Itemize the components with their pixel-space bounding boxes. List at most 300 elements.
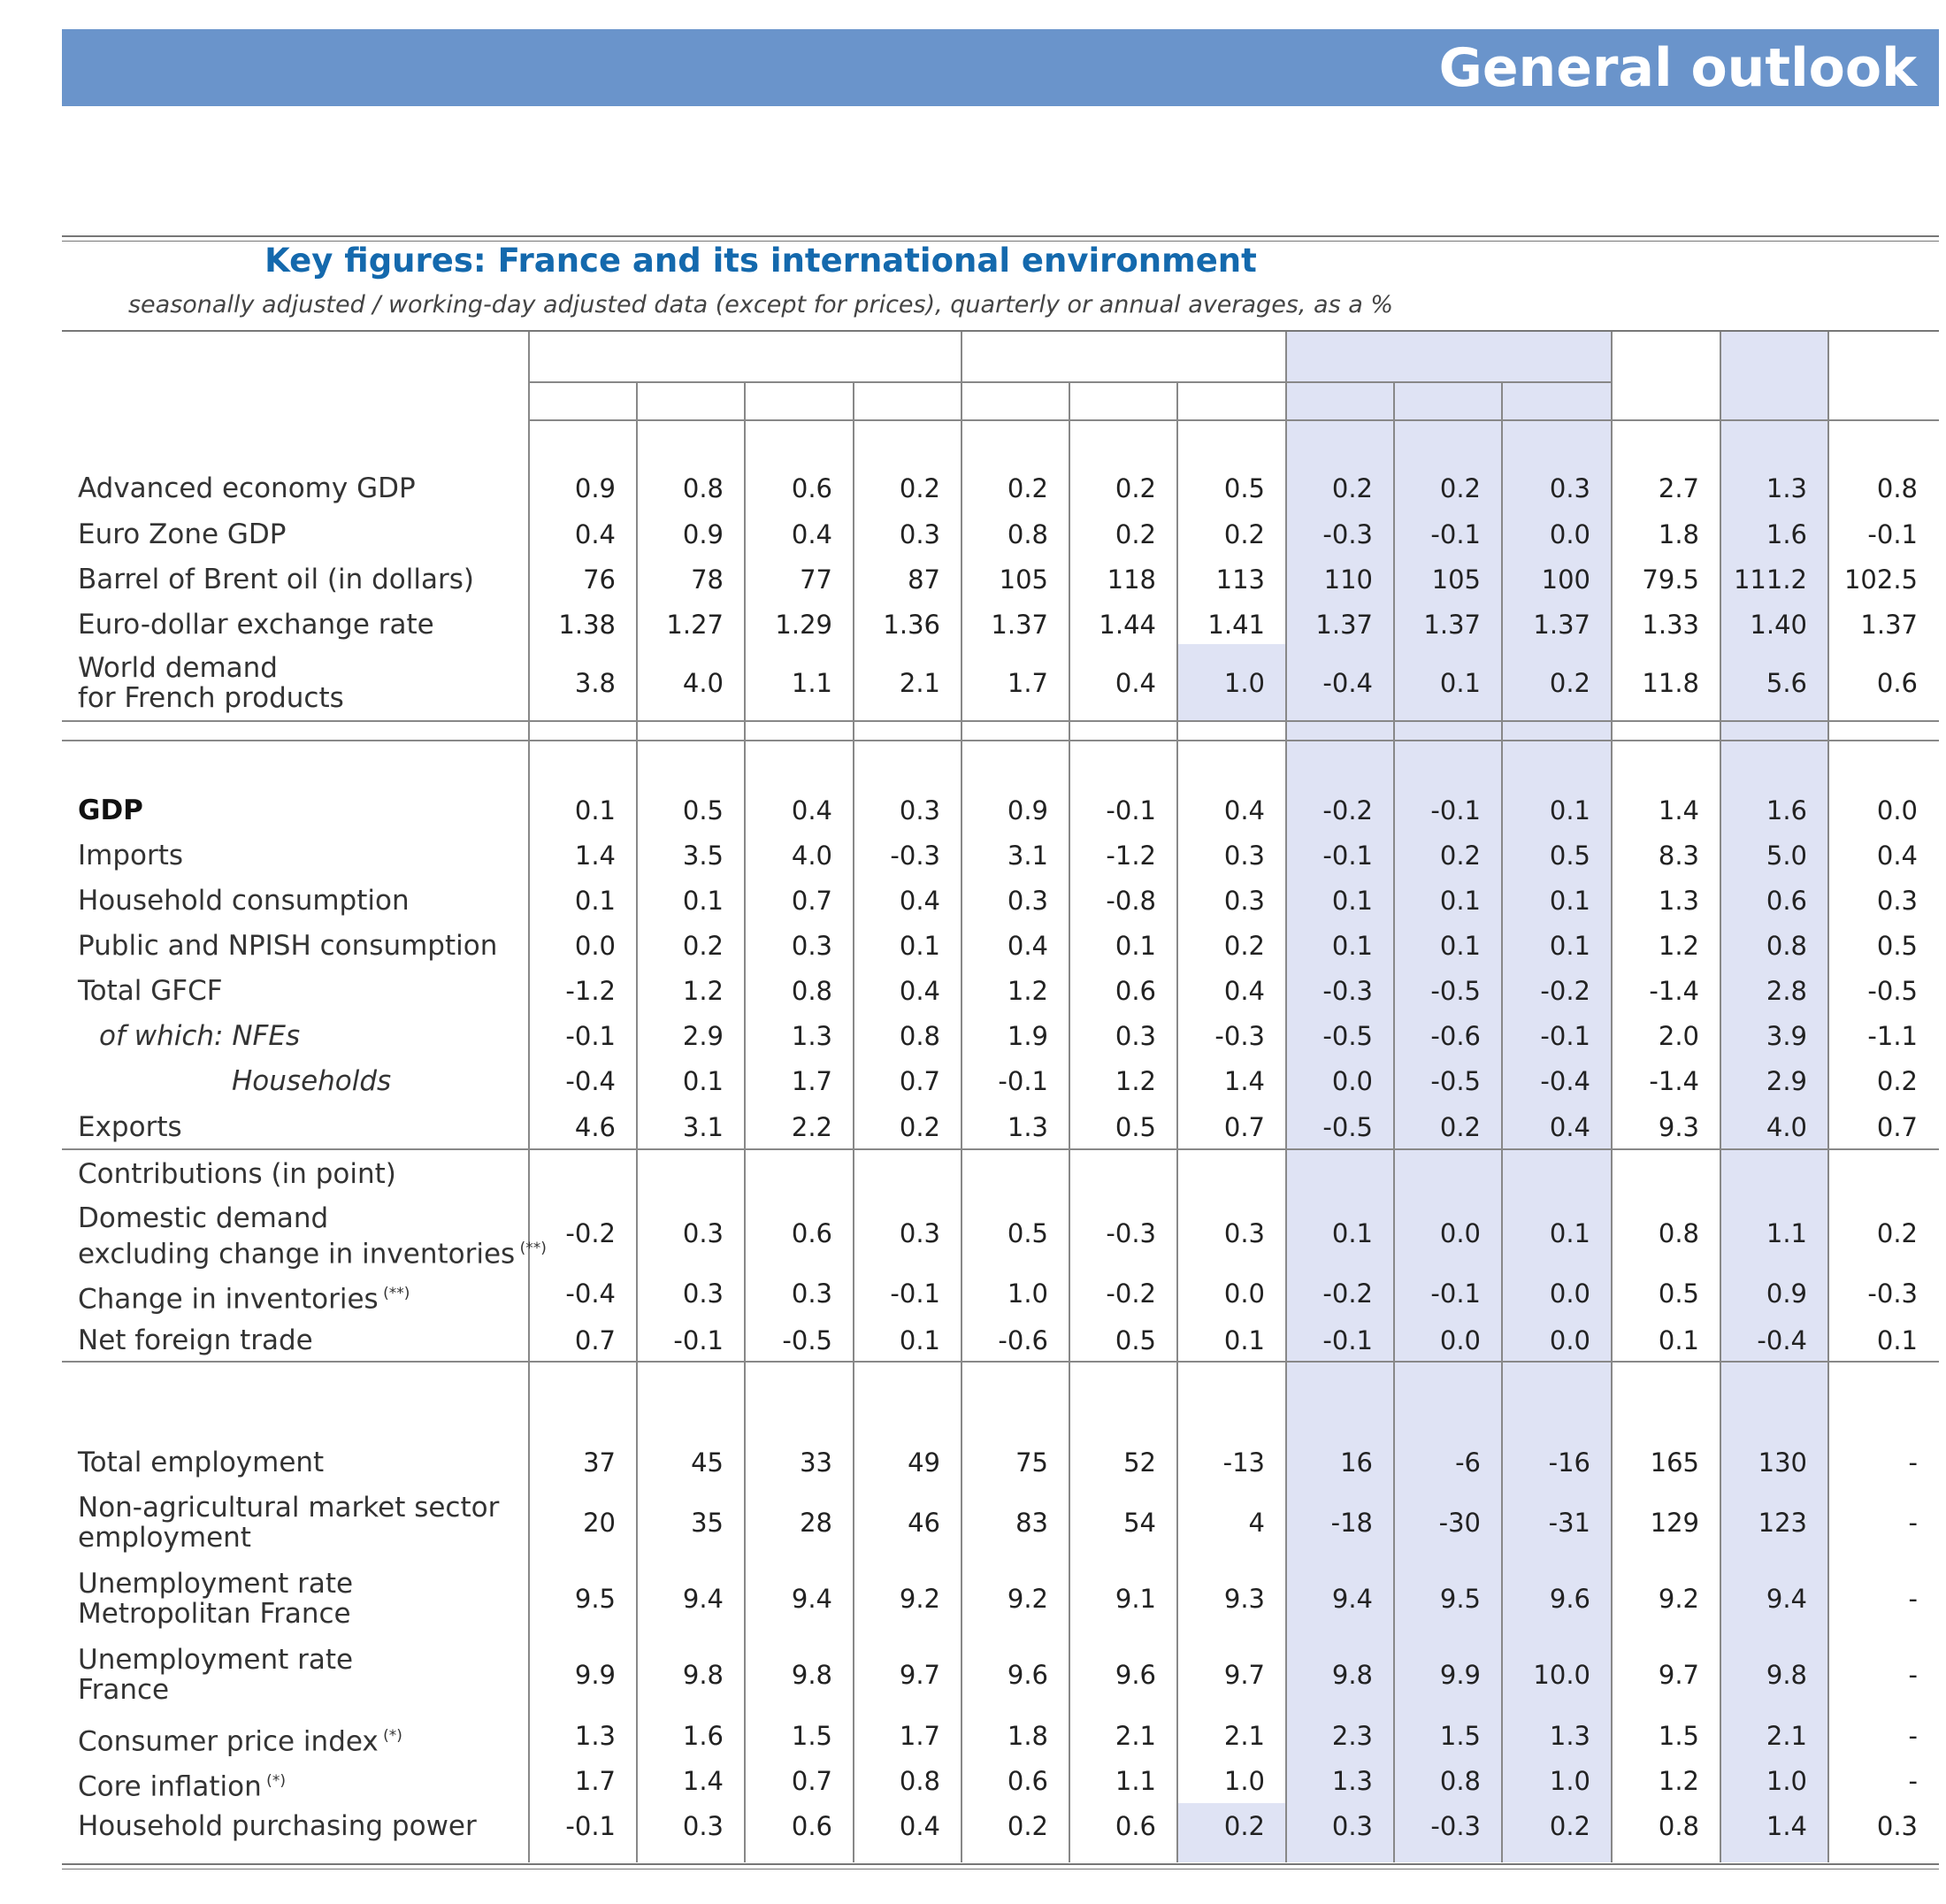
table-cell: 1.2	[1115, 1066, 1156, 1096]
table-cell: 0.8	[899, 1021, 940, 1051]
table-cell: 1.6	[682, 1721, 724, 1751]
row-label-text: Total employment	[78, 1447, 325, 1478]
table-cell: 0.1	[574, 886, 616, 916]
table-cell: -	[1908, 1447, 1918, 1478]
table-cell: 1.37	[991, 610, 1048, 640]
table-cell: 3.1	[1007, 841, 1048, 871]
table-cell: 2.3	[1331, 1721, 1373, 1751]
table-cell: 9.4	[682, 1584, 724, 1614]
table-cell: 49	[908, 1447, 940, 1478]
forecast-shade-2011	[1720, 332, 1828, 1862]
table-cell: 0.1	[1658, 1325, 1699, 1355]
table-cell: -0.3	[1322, 976, 1373, 1006]
table-cell: 1.38	[558, 610, 616, 640]
table-cell: 9.7	[899, 1660, 940, 1690]
table-cell: 0.3	[899, 795, 940, 825]
table-cell: -1.2	[565, 976, 616, 1006]
table-cell: 0.0	[1439, 1325, 1481, 1355]
table-cell: 9.2	[1007, 1584, 1048, 1614]
section-divider	[62, 720, 1939, 722]
table-cell: 110	[1323, 564, 1373, 595]
table-cell: 0.1	[1549, 795, 1590, 825]
table-cell: 4.0	[791, 841, 832, 871]
table-cell: 1.7	[899, 1721, 940, 1751]
table-cell: 4.0	[1766, 1112, 1807, 1142]
table-cell: 0.1	[1439, 668, 1481, 698]
row-label	[78, 976, 223, 1006]
column-divider	[528, 332, 530, 1862]
table-cell: 1.2	[1007, 976, 1048, 1006]
table-cell: 0.0	[1876, 795, 1918, 825]
row-label	[78, 1811, 477, 1841]
table-cell: 76	[583, 564, 616, 595]
table-cell: 0.0	[1549, 1325, 1590, 1355]
table-cell: 1.5	[1658, 1721, 1699, 1751]
table-cell: 0.2	[1223, 519, 1265, 549]
table-cell: 1.7	[1007, 668, 1048, 698]
forecast-shade-q4-q2	[1286, 332, 1612, 1862]
row-label-text: Exports	[78, 1111, 182, 1143]
table-cell: -	[1908, 1766, 1918, 1796]
table-bottom-rule	[62, 1863, 1939, 1865]
row-label-text: World demand for French products	[78, 652, 344, 714]
table-cell: 46	[908, 1508, 940, 1538]
table-cell: 9.7	[1223, 1660, 1265, 1690]
table-cell: 1.6	[1766, 795, 1807, 825]
row-label-text: Unemployment rate Metropolitan France	[78, 1568, 354, 1630]
table-cell: 9.1	[1115, 1584, 1156, 1614]
table-cell: -0.1	[1322, 1325, 1373, 1355]
row-label	[78, 1325, 313, 1355]
table-cell: 1.37	[1533, 610, 1590, 640]
table-cell: 0.1	[574, 795, 616, 825]
row-label	[78, 564, 474, 595]
table-cell: 1.2	[1658, 1766, 1699, 1796]
table-cell: 1.9	[1007, 1021, 1048, 1051]
table-cell: -0.4	[565, 1278, 616, 1309]
table-cell: 0.5	[1549, 841, 1590, 871]
table-cell: -1.2	[1106, 841, 1156, 871]
table-cell: 9.8	[1766, 1660, 1807, 1690]
table-cell: -0.5	[1867, 976, 1918, 1006]
table-cell: 0.7	[791, 1766, 832, 1796]
table-cell: 113	[1215, 564, 1265, 595]
table-cell: 1.3	[1766, 473, 1807, 503]
table-cell: 0.3	[899, 519, 940, 549]
table-cell: 0.7	[1223, 1112, 1265, 1142]
table-cell: 9.5	[1439, 1584, 1481, 1614]
table-cell: 129	[1650, 1508, 1699, 1538]
row-label	[99, 1021, 300, 1051]
table-cell: -0.5	[1430, 1066, 1481, 1096]
table-cell: 83	[1015, 1508, 1048, 1538]
table-cell: 10.0	[1533, 1660, 1590, 1690]
table-cell: 1.36	[883, 610, 940, 640]
table-cell: 0.2	[1876, 1218, 1918, 1248]
table-cell: 9.8	[1331, 1660, 1373, 1690]
row-label-text: Unemployment rate France	[78, 1644, 354, 1706]
table-cell: 0.6	[1007, 1766, 1048, 1796]
row-label-text: Contributions (in point)	[78, 1158, 396, 1190]
table-cell: -0.2	[1106, 1278, 1156, 1309]
table-cell: 0.9	[682, 519, 724, 549]
table-cell: 0.7	[791, 886, 832, 916]
table-cell: 0.2	[1439, 841, 1481, 871]
table-cell: 1.3	[574, 1721, 616, 1751]
table-cell: 0.8	[682, 473, 724, 503]
table-cell: 4	[1248, 1508, 1265, 1538]
table-cell: 0.9	[1766, 1278, 1807, 1309]
table-cell: 9.8	[682, 1660, 724, 1690]
table-cell: 1.5	[1439, 1721, 1481, 1751]
table-cell: 1.1	[791, 668, 832, 698]
header-top-rule	[62, 330, 1939, 332]
table-cell: 130	[1758, 1447, 1807, 1478]
row-label	[232, 1066, 391, 1096]
table-cell: 2.1	[1223, 1721, 1265, 1751]
header-divider	[529, 419, 1939, 421]
table-cell: 20	[583, 1508, 616, 1538]
page-banner	[62, 29, 1939, 106]
table-cell: 0.6	[1115, 976, 1156, 1006]
table-cell: -0.6	[998, 1325, 1048, 1355]
table-cell: 9.6	[1115, 1660, 1156, 1690]
table-cell: 0.3	[791, 931, 832, 961]
table-cell: 0.5	[1658, 1278, 1699, 1309]
table-cell: 37	[583, 1447, 616, 1478]
table-cell: -0.1	[1106, 795, 1156, 825]
row-label-text: Change in inventories	[78, 1283, 379, 1316]
table-cell: 118	[1107, 564, 1156, 595]
table-cell: 0.8	[1007, 519, 1048, 549]
table-cell: -0.2	[1322, 1278, 1373, 1309]
table-cell: 102.5	[1843, 564, 1918, 595]
footnote-marker: (**)	[378, 1285, 410, 1302]
table-cell: 1.8	[1007, 1721, 1048, 1751]
row-label	[78, 473, 416, 503]
table-cell: -0.5	[1322, 1021, 1373, 1051]
table-cell: 0.2	[1549, 1811, 1590, 1841]
table-cell: 0.8	[1658, 1811, 1699, 1841]
table-cell: 5.0	[1766, 841, 1807, 871]
table-cell: 0.2	[1876, 1066, 1918, 1096]
table-cell: -	[1908, 1721, 1918, 1751]
table-cell: 2.8	[1766, 976, 1807, 1006]
table-cell: 9.5	[574, 1584, 616, 1614]
table-cell: 1.6	[1766, 519, 1807, 549]
table-cell: 0.1	[1549, 931, 1590, 961]
table-cell: 1.1	[1766, 1218, 1807, 1248]
table-cell: -30	[1438, 1508, 1481, 1538]
row-label-text: Public and NPISH consumption	[78, 930, 498, 962]
row-label	[78, 931, 497, 961]
table-cell: 0.2	[1223, 931, 1265, 961]
row-label-text: Domestic demand excluding change in inventories	[78, 1202, 516, 1271]
table-cell: -0.4	[1757, 1325, 1807, 1355]
column-divider	[1720, 332, 1721, 1862]
table-cell: 0.1	[1439, 886, 1481, 916]
table-cell: 9.4	[791, 1584, 832, 1614]
table-cell: 0.1	[1331, 886, 1373, 916]
row-label	[78, 519, 286, 549]
table-cell: 0.1	[682, 1066, 724, 1096]
table-cell: 3.9	[1766, 1021, 1807, 1051]
row-label	[78, 610, 434, 640]
table-cell: 3.8	[574, 668, 616, 698]
table-cell: 0.4	[574, 519, 616, 549]
table-cell: 9.4	[1331, 1584, 1373, 1614]
table-cell: -0.1	[1867, 519, 1918, 549]
table-cell: 1.3	[1007, 1112, 1048, 1142]
table-cell: -1.1	[1867, 1021, 1918, 1051]
table-cell: 28	[800, 1508, 832, 1538]
table-cell: 2.1	[1766, 1721, 1807, 1751]
table-cell: -0.1	[673, 1325, 724, 1355]
table-cell: 1.3	[1549, 1721, 1590, 1751]
table-title: Key figures: France and its international environment	[264, 242, 1257, 280]
table-cell: -0.5	[1430, 976, 1481, 1006]
table-cell: 5.6	[1766, 668, 1807, 698]
table-cell: 0.1	[1439, 931, 1481, 961]
table-cell: 0.5	[1115, 1325, 1156, 1355]
table-cell: 0.6	[1766, 886, 1807, 916]
row-label	[78, 1493, 499, 1553]
table-cell: -18	[1330, 1508, 1373, 1538]
table-cell: -	[1908, 1508, 1918, 1538]
table-cell: -0.1	[1430, 795, 1481, 825]
table-cell: 1.29	[775, 610, 832, 640]
table-cell: 9.2	[1658, 1584, 1699, 1614]
row-label-text: Households	[232, 1065, 392, 1097]
row-label-text: Barrel of Brent oil (in dollars)	[78, 564, 474, 595]
table-cell: 0.4	[1223, 976, 1265, 1006]
table-cell: 9.6	[1549, 1584, 1590, 1614]
table-cell: 1.37	[1315, 610, 1373, 640]
table-cell: 3.5	[682, 841, 724, 871]
header-divider	[529, 381, 1612, 383]
table-cell: -0.1	[1540, 1021, 1590, 1051]
table-cell: 2.1	[1115, 1721, 1156, 1751]
table-cell: 0.4	[1223, 795, 1265, 825]
row-label-text: Euro Zone GDP	[78, 518, 287, 550]
table-cell: 1.2	[682, 976, 724, 1006]
table-cell: 0.3	[1549, 473, 1590, 503]
table-cell: 111.2	[1733, 564, 1807, 595]
table-cell: 165	[1650, 1447, 1699, 1478]
table-cell: 0.5	[682, 795, 724, 825]
row-label	[78, 1278, 410, 1314]
table-cell: 0.2	[899, 473, 940, 503]
table-cell: -	[1908, 1584, 1918, 1614]
table-cell: 9.8	[791, 1660, 832, 1690]
table-cell: 123	[1758, 1508, 1807, 1538]
table-cell: 0.0	[1439, 1218, 1481, 1248]
table-cell: 1.27	[666, 610, 724, 640]
table-cell: -0.4	[1322, 668, 1373, 698]
table-cell: -0.1	[890, 1278, 940, 1309]
table-cell: -1.4	[1649, 1066, 1699, 1096]
page-title: General outlook	[1438, 37, 1917, 99]
table-cell: 9.6	[1007, 1660, 1048, 1690]
table-cell: 0.6	[1115, 1811, 1156, 1841]
column-divider	[1827, 332, 1829, 1862]
table-cell: 0.3	[1115, 1021, 1156, 1051]
table-cell: 0.6	[1876, 668, 1918, 698]
table-cell: 75	[1015, 1447, 1048, 1478]
table-cell: 0.9	[1007, 795, 1048, 825]
row-label-text: Household consumption	[78, 885, 410, 917]
row-label	[78, 795, 143, 825]
table-cell: 1.0	[1223, 1766, 1265, 1796]
row-label	[78, 841, 183, 871]
table-cell: 0.1	[1876, 1325, 1918, 1355]
table-cell: 0.8	[899, 1766, 940, 1796]
table-cell: 0.3	[1223, 886, 1265, 916]
table-cell: 0.1	[682, 886, 724, 916]
row-label	[78, 1203, 547, 1269]
table-cell: 0.2	[1115, 473, 1156, 503]
table-cell: 1.3	[791, 1021, 832, 1051]
table-cell: 1.33	[1642, 610, 1699, 640]
table-cell: 9.3	[1658, 1112, 1699, 1142]
table-cell: 0.1	[1549, 1218, 1590, 1248]
table-cell: 0.0	[1549, 1278, 1590, 1309]
row-label-text: Advanced economy GDP	[78, 472, 416, 504]
row-label-text: GDP	[78, 795, 143, 826]
table-cell: 35	[691, 1508, 724, 1538]
table-cell: -0.1	[998, 1066, 1048, 1096]
row-label	[78, 1645, 353, 1705]
table-cell: 0.3	[1876, 886, 1918, 916]
table-cell: 0.2	[1007, 1811, 1048, 1841]
table-cell: 0.4	[899, 976, 940, 1006]
table-cell: 0.3	[1223, 841, 1265, 871]
table-cell: 9.7	[1658, 1660, 1699, 1690]
table-cell: 0.2	[1439, 1112, 1481, 1142]
table-cell: 0.7	[1876, 1112, 1918, 1142]
table-cell: 0.0	[1223, 1278, 1265, 1309]
row-label	[78, 1721, 402, 1756]
table-cell: -0.3	[1214, 1021, 1265, 1051]
table-cell: 1.3	[1658, 886, 1699, 916]
table-cell: 1.0	[1766, 1766, 1807, 1796]
table-cell: -0.5	[782, 1325, 832, 1355]
table-cell: 0.8	[791, 976, 832, 1006]
table-cell: 1.40	[1750, 610, 1807, 640]
table-cell: 2.9	[682, 1021, 724, 1051]
row-label	[78, 1447, 324, 1478]
table-cell: 4.0	[682, 668, 724, 698]
table-cell: -0.3	[1322, 519, 1373, 549]
row-label-text: of which: NFEs	[99, 1020, 301, 1052]
table-top-rule	[62, 235, 1939, 237]
table-cell: 9.3	[1223, 1584, 1265, 1614]
table-cell: 105	[999, 564, 1048, 595]
section-divider	[62, 1148, 1939, 1150]
table-cell: -0.4	[565, 1066, 616, 1096]
table-cell: 0.5	[1007, 1218, 1048, 1248]
row-label-text: Consumer price index	[78, 1725, 379, 1758]
column-divider	[961, 332, 962, 1862]
column-divider	[1611, 332, 1613, 1862]
table-cell: -0.1	[1430, 1278, 1481, 1309]
table-cell: 0.8	[1439, 1766, 1481, 1796]
table-cell: 77	[800, 564, 832, 595]
table-cell: 1.37	[1860, 610, 1918, 640]
table-cell: 0.0	[574, 931, 616, 961]
table-cell: 0.3	[1331, 1811, 1373, 1841]
table-cell: -0.8	[1106, 886, 1156, 916]
table-cell: -0.1	[565, 1811, 616, 1841]
table-cell: 0.9	[574, 473, 616, 503]
table-cell: 1.4	[1658, 795, 1699, 825]
table-cell: 0.4	[899, 1811, 940, 1841]
table-cell: 8.3	[1658, 841, 1699, 871]
row-label	[78, 653, 344, 713]
section-divider	[62, 740, 1939, 741]
table-cell: -0.3	[1867, 1278, 1918, 1309]
table-cell: 0.2	[1115, 519, 1156, 549]
table-cell: -0.2	[1540, 976, 1590, 1006]
table-cell: 1.44	[1099, 610, 1156, 640]
table-cell: -6	[1455, 1447, 1481, 1478]
table-cell: 0.3	[1223, 1218, 1265, 1248]
table-cell: 0.4	[791, 795, 832, 825]
table-cell: -	[1908, 1660, 1918, 1690]
table-cell: 1.0	[1007, 1278, 1048, 1309]
table-cell: 0.1	[1115, 931, 1156, 961]
table-cell: 79.5	[1642, 564, 1699, 595]
table-cell: 0.2	[1331, 473, 1373, 503]
column-divider	[1285, 332, 1287, 1862]
table-cell: 2.0	[1658, 1021, 1699, 1051]
table-cell: 1.0	[1223, 668, 1265, 698]
table-cell: 1.8	[1658, 519, 1699, 549]
table-cell: 0.1	[1331, 931, 1373, 961]
row-label	[78, 886, 410, 916]
table-cell: -0.1	[1430, 519, 1481, 549]
table-cell: -0.3	[1430, 1811, 1481, 1841]
table-cell: 0.2	[899, 1112, 940, 1142]
row-label-text: Household purchasing power	[78, 1810, 477, 1842]
table-cell: 0.4	[1549, 1112, 1590, 1142]
table-cell: 1.37	[1423, 610, 1481, 640]
table-cell: -0.2	[565, 1218, 616, 1248]
table-cell: -0.1	[565, 1021, 616, 1051]
table-subtitle: seasonally adjusted / working-day adjusted data (except for prices), quarterly or annual averages, as a %	[127, 291, 1394, 319]
row-label-text: Euro-dollar exchange rate	[78, 609, 434, 641]
table-cell: 52	[1123, 1447, 1156, 1478]
table-cell: 1.4	[1223, 1066, 1265, 1096]
table-cell: 1.0	[1549, 1766, 1590, 1796]
section-divider	[62, 1361, 1939, 1363]
table-cell: 1.1	[1115, 1766, 1156, 1796]
table-cell: 0.3	[682, 1218, 724, 1248]
table-cell: 0.3	[899, 1218, 940, 1248]
footnote-marker: (*)	[261, 1772, 286, 1790]
table-cell: 0.3	[682, 1278, 724, 1309]
table-cell: 3.1	[682, 1112, 724, 1142]
table-cell: 2.1	[899, 668, 940, 698]
table-cell: -0.4	[1540, 1066, 1590, 1096]
table-cell: 1.41	[1207, 610, 1265, 640]
table-cell: 1.7	[791, 1066, 832, 1096]
table-cell: 9.2	[899, 1584, 940, 1614]
table-cell: 54	[1123, 1508, 1156, 1538]
table-cell: 0.5	[1876, 931, 1918, 961]
table-cell: 0.0	[1549, 519, 1590, 549]
table-cell: -13	[1222, 1447, 1265, 1478]
